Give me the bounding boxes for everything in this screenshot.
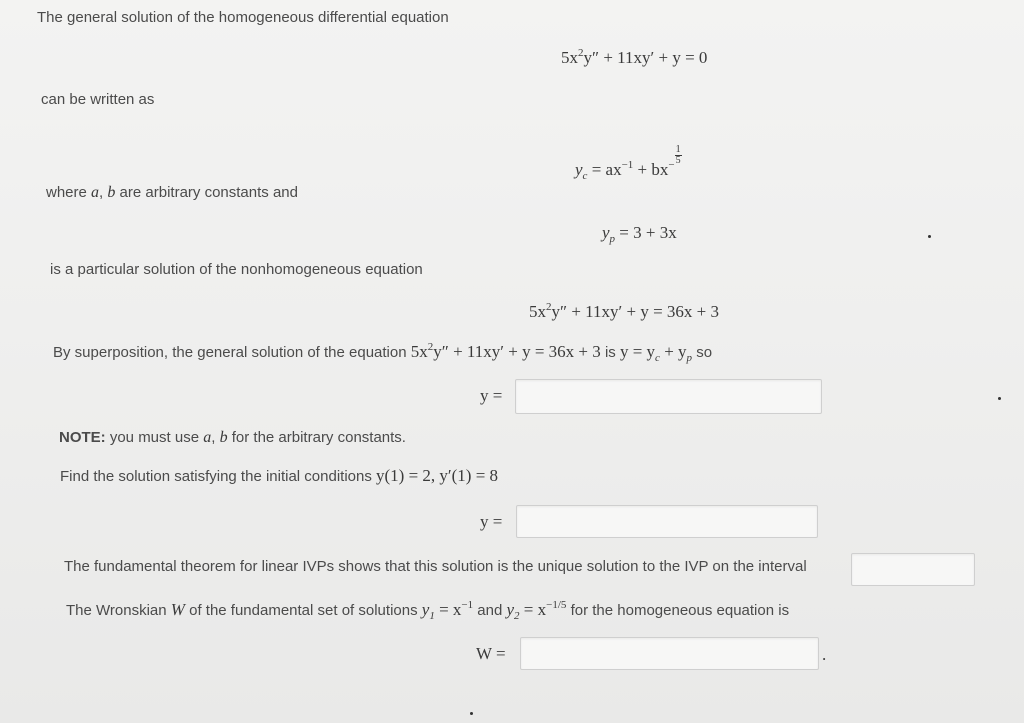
arbitrary-constants-text: where a, b are arbitrary constants and xyxy=(46,184,298,201)
speck xyxy=(928,235,931,238)
interval-input[interactable] xyxy=(851,553,975,586)
superposition-text: By superposition, the general solution of the equation $5x^2y'' + 11xy' + y = 36x + 3$ is $y = y_c + y_p$ so xyxy=(53,341,713,364)
particular-solution: $y_p = 3 + 3x$ xyxy=(602,223,677,245)
nonhomogeneous-equation: $5x^2y'' + 11xy' + y = 36x + 3$ xyxy=(529,301,720,321)
particular-text: is a particular solution of the nonhomogeneous equation xyxy=(50,261,423,278)
speck xyxy=(998,397,1001,400)
speck xyxy=(470,712,473,715)
initial-conditions: y(1) = 2, y′(1) = 8 xyxy=(376,466,499,485)
complementary-solution: $y_c = ax^{-1} + bx^-$ $\frac{1}{5}$ xyxy=(575,144,681,182)
homogeneous-equation: $5x^2y'' + 11xy' + y = 0$ xyxy=(561,47,708,67)
wronskian-text: The Wronskian W of the fundamental set of solutions $y_1 = x^{-1}$ and $y_2 = x^{-1/5}$ for the homogeneous equation is xyxy=(66,599,790,622)
trailing-period: . xyxy=(822,645,827,664)
answer3-label: W = xyxy=(476,644,506,663)
note-text: NOTE: you must use a, b for the arbitrary constants. xyxy=(59,429,406,446)
ivp-solution-input[interactable] xyxy=(516,505,818,538)
general-solution-input[interactable] xyxy=(515,379,822,414)
can-be-written-text: can be written as xyxy=(41,91,155,108)
wronskian-input[interactable] xyxy=(520,637,819,670)
intro-text: The general solution of the homogeneous differential equation xyxy=(37,9,449,26)
fundamental-theorem-text: The fundamental theorem for linear IVPs shows that this solution is the unique solution to the IVP on the interval xyxy=(64,558,807,575)
answer2-label: y = xyxy=(480,512,503,531)
initial-conditions-text: Find the solution satisfying the initial conditions y(1) = 2, y′(1) = 8 xyxy=(60,466,499,485)
answer1-label: y = xyxy=(480,386,503,405)
